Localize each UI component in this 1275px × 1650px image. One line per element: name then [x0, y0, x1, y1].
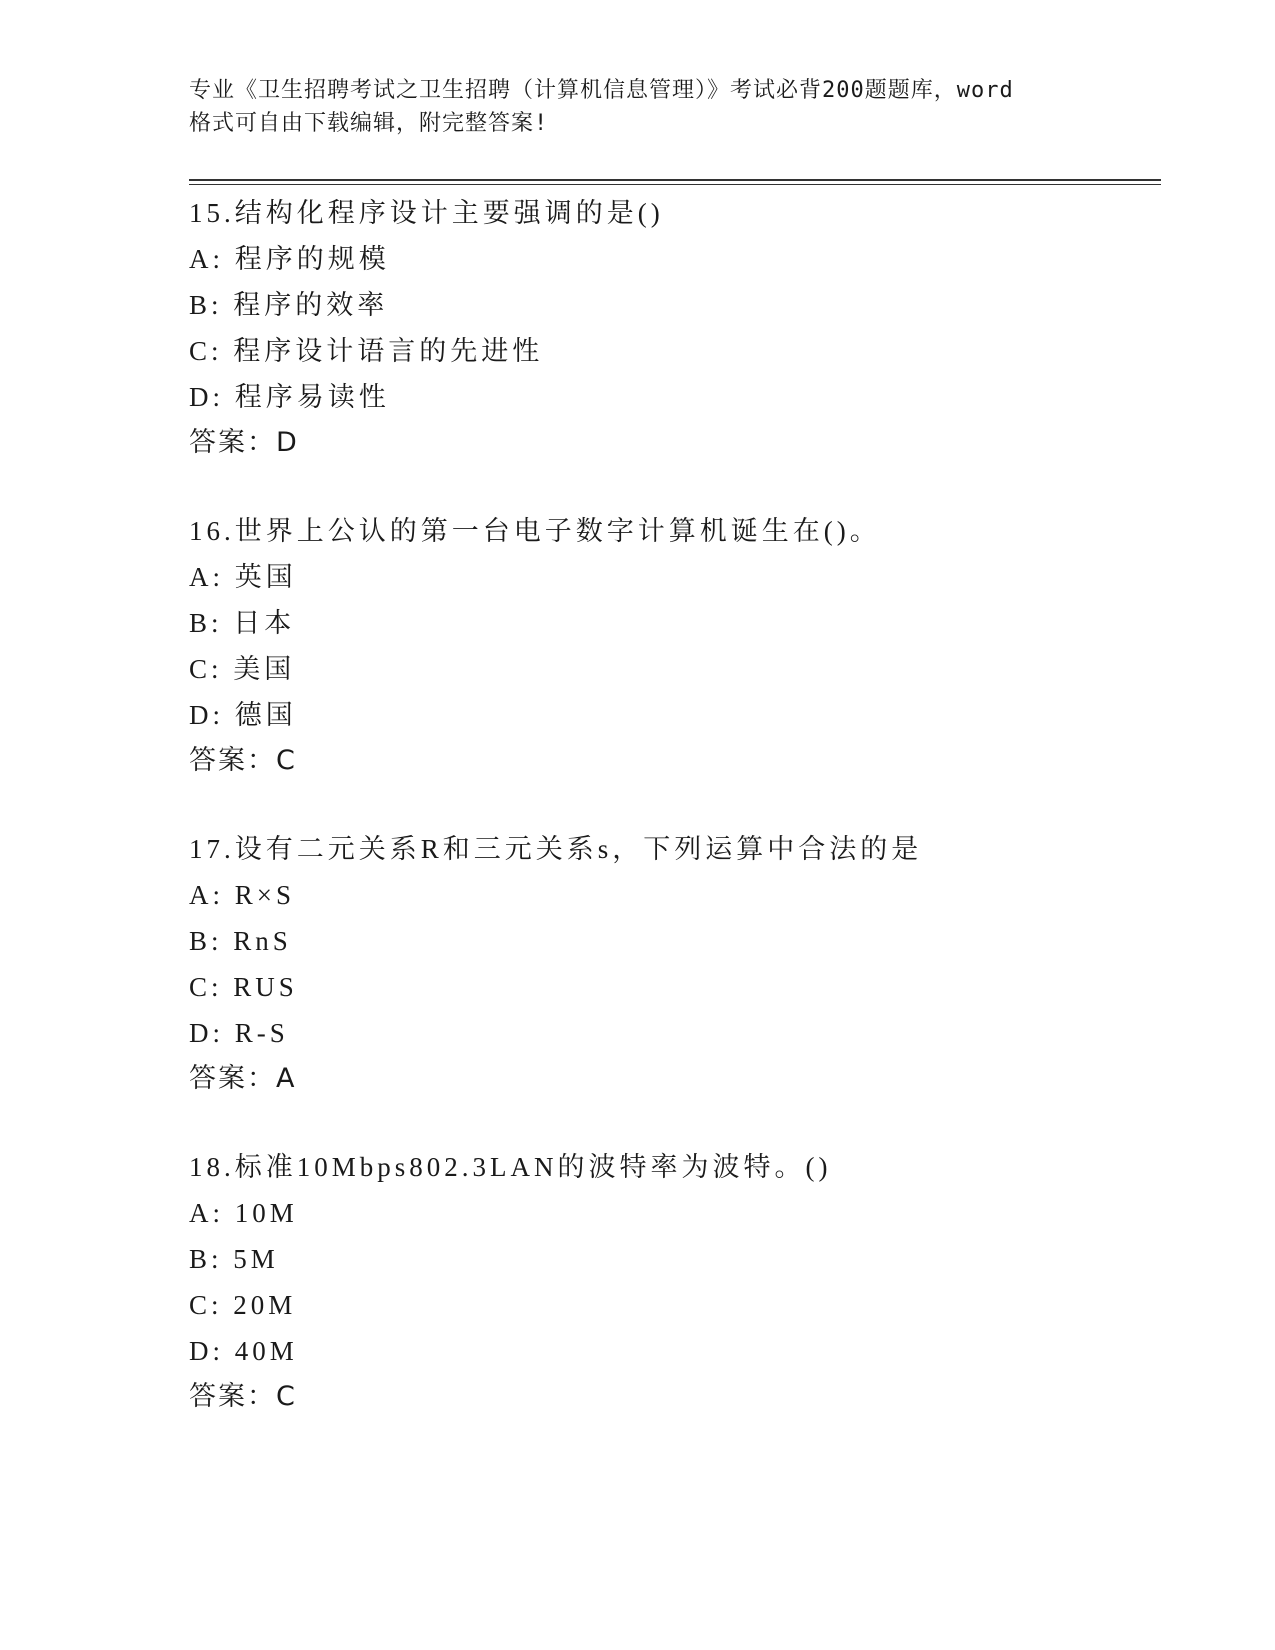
option-c: C: RUS — [189, 972, 298, 1002]
option-a: A: 程序的规模 — [189, 244, 390, 274]
option-b: B: 5M — [189, 1244, 279, 1274]
question-16 — [189, 508, 1159, 784]
question-list — [189, 190, 1159, 1462]
question-stem: 15.结构化程序设计主要强调的是() — [189, 198, 664, 228]
answer-line: 答案：C — [189, 745, 297, 776]
answer-line: 答案：D — [189, 427, 299, 458]
header-line-2: 格式可自由下载编辑，附完整答案! — [189, 111, 549, 136]
option-c: C: 程序设计语言的先进性 — [189, 336, 544, 366]
option-c: C: 美国 — [189, 654, 296, 684]
option-b: B: 程序的效率 — [189, 290, 389, 320]
header-line-1: 专业《卫生招聘考试之卫生招聘（计算机信息管理）》考试必背200题题库，word — [189, 78, 1014, 103]
option-d: D: R-S — [189, 1018, 289, 1048]
question-stem: 16.世界上公认的第一台电子数字计算机诞生在()。 — [189, 516, 881, 546]
option-a: A: R×S — [189, 880, 296, 910]
option-a: A: 10M — [189, 1198, 298, 1228]
question-stem: 18.标准10Mbps802.3LAN的波特率为波特。() — [189, 1152, 832, 1182]
answer-line: 答案：C — [189, 1381, 297, 1412]
document-header — [189, 74, 1089, 140]
option-d: D: 德国 — [189, 700, 297, 730]
option-a: A: 英国 — [189, 562, 297, 592]
question-stem: 17.设有二元关系R和三元关系s，下列运算中合法的是 — [189, 834, 923, 864]
option-b: B: RnS — [189, 926, 292, 956]
option-c: C: 20M — [189, 1290, 297, 1320]
question-17 — [189, 826, 1159, 1102]
option-d: D: 40M — [189, 1336, 298, 1366]
question-18 — [189, 1144, 1159, 1420]
header-divider — [189, 179, 1161, 185]
question-15 — [189, 190, 1159, 466]
option-b: B: 日本 — [189, 608, 296, 638]
option-d: D: 程序易读性 — [189, 382, 390, 412]
answer-line: 答案：A — [189, 1063, 297, 1094]
